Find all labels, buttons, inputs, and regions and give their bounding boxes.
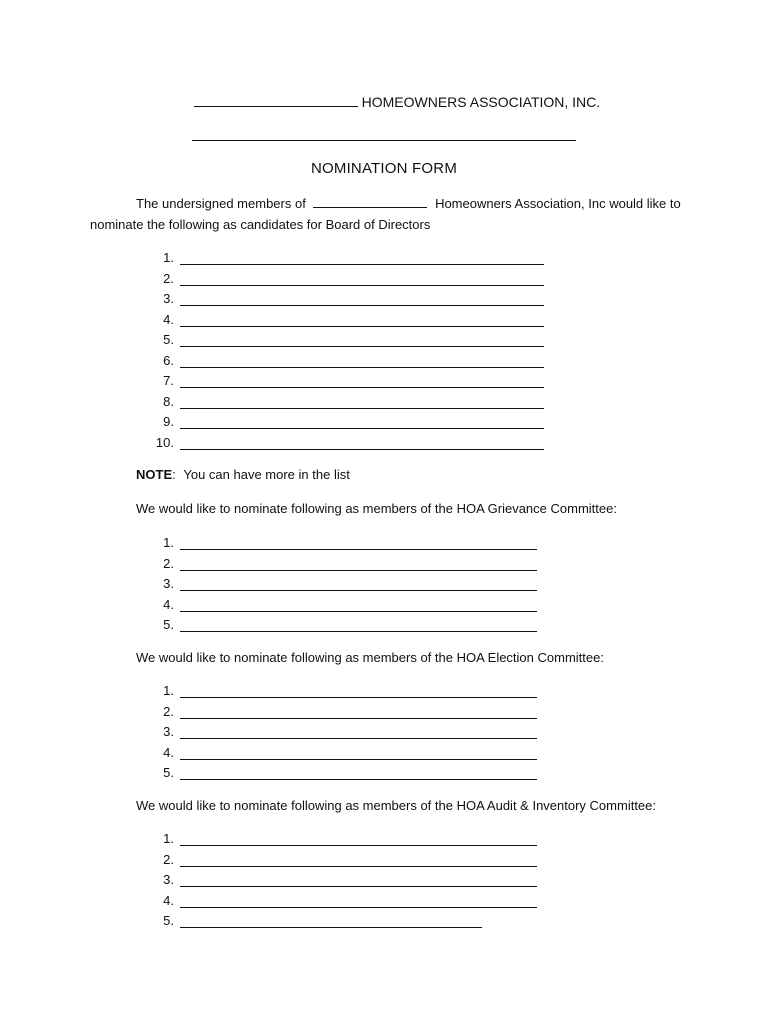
grievance-item-blank-line[interactable]: [180, 611, 537, 612]
election-item-blank-line[interactable]: [180, 779, 537, 780]
note-text: You can have more in the list: [183, 467, 350, 482]
board-item-blank-line[interactable]: [180, 346, 544, 347]
audit-item-number: 3.: [163, 872, 174, 887]
grievance-heading: We would like to nominate following as members of the HOA Grievance Committee:: [136, 501, 617, 516]
audit-item-blank-line[interactable]: [180, 886, 537, 887]
audit-item-number: 2.: [163, 851, 174, 867]
board-item-blank-line[interactable]: [180, 326, 544, 327]
note-label: NOTE: [136, 467, 173, 482]
election-item-number: 3.: [163, 724, 174, 739]
election-item-number: 1.: [163, 683, 174, 698]
grievance-item-number: 5.: [163, 617, 174, 632]
board-item-blank-line[interactable]: [180, 305, 544, 306]
intro-line-2: nominate the following as candidates for Board of Directors: [90, 217, 431, 232]
intro-part-1: The undersigned members of: [136, 196, 306, 211]
board-item-blank-line[interactable]: [180, 285, 544, 286]
audit-item-blank-line[interactable]: [180, 866, 537, 867]
audit-item-blank-line[interactable]: [180, 927, 482, 928]
grievance-item-blank-line[interactable]: [180, 549, 537, 550]
board-item-number: 1.: [163, 250, 174, 265]
grievance-item-number: 2.: [163, 555, 174, 571]
address-blank-line[interactable]: [192, 140, 576, 141]
grievance-item-blank-line[interactable]: [180, 631, 537, 632]
election-item-blank-line[interactable]: [180, 718, 537, 719]
audit-item-number: 4.: [163, 892, 174, 908]
board-item-number: 5.: [163, 332, 174, 347]
election-item-blank-line[interactable]: [180, 697, 537, 698]
board-item-blank-line[interactable]: [180, 408, 544, 409]
board-item-number: 2.: [163, 270, 174, 286]
board-item-number: 10.: [155, 434, 174, 450]
election-item-number: 5.: [163, 765, 174, 780]
board-item-blank-line[interactable]: [180, 428, 544, 429]
election-item-number: 4.: [163, 744, 174, 760]
board-item-blank-line[interactable]: [180, 367, 544, 368]
election-item-blank-line[interactable]: [180, 738, 537, 739]
board-item-blank-line[interactable]: [180, 387, 544, 388]
intro-line-1: [136, 196, 681, 211]
board-item-blank-line[interactable]: [180, 264, 544, 265]
board-item-number: 9.: [163, 414, 174, 429]
grievance-item-blank-line[interactable]: [180, 590, 537, 591]
association-name-line: [194, 94, 600, 110]
intro-association-blank[interactable]: [313, 207, 427, 208]
note-colon: :: [172, 467, 176, 482]
board-item-number: 7.: [163, 373, 174, 388]
form-title: NOMINATION FORM: [310, 160, 458, 177]
audit-item-blank-line[interactable]: [180, 845, 537, 846]
board-item-number: 8.: [163, 393, 174, 409]
election-item-number: 2.: [163, 703, 174, 719]
election-item-blank-line[interactable]: [180, 759, 537, 760]
grievance-item-blank-line[interactable]: [180, 570, 537, 571]
audit-item-blank-line[interactable]: [180, 907, 537, 908]
association-suffix: HOMEOWNERS ASSOCIATION, INC.: [361, 94, 601, 110]
grievance-item-number: 4.: [163, 596, 174, 612]
audit-item-number: 1.: [163, 831, 174, 846]
election-heading: We would like to nominate following as members of the HOA Election Committee:: [136, 650, 604, 665]
board-item-number: 3.: [163, 291, 174, 306]
note: [136, 467, 350, 482]
audit-item-number: 5.: [163, 913, 174, 928]
grievance-item-number: 3.: [163, 576, 174, 591]
board-item-number: 4.: [163, 311, 174, 327]
board-item-blank-line[interactable]: [180, 449, 544, 450]
grievance-item-number: 1.: [163, 535, 174, 550]
intro-part-2: Homeowners Association, Inc would like to: [435, 196, 681, 211]
audit-heading: We would like to nominate following as members of the HOA Audit & Inventory Committee:: [136, 798, 656, 813]
board-item-number: 6.: [163, 352, 174, 368]
association-name-blank[interactable]: [194, 106, 358, 107]
